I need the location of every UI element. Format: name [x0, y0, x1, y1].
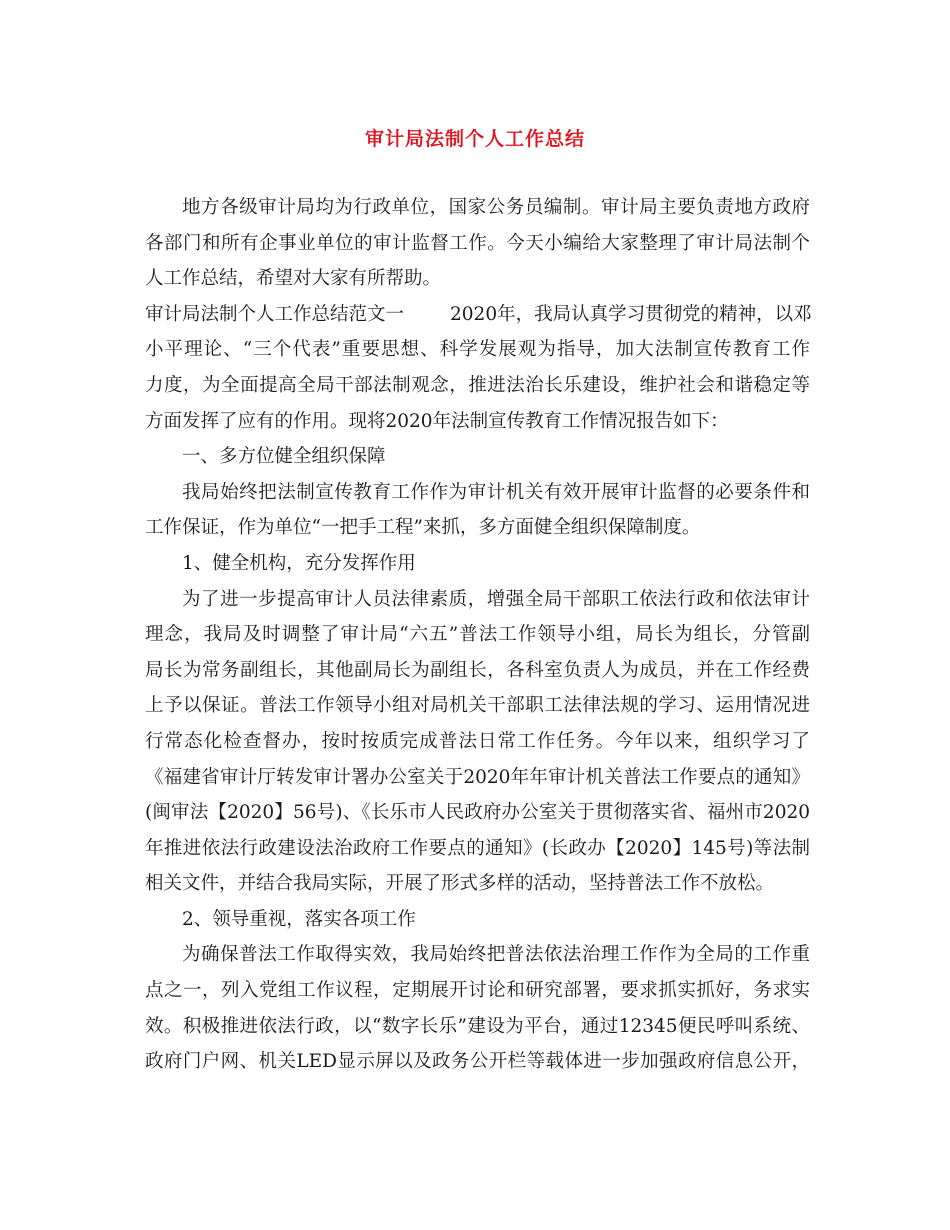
text-line-content: 2、领导重视，落实各项工作: [182, 908, 416, 930]
text-line: [145, 510, 810, 546]
text-line: [145, 831, 810, 867]
text-line-tail: 2020年，我局认真学习贯彻党的精神，以邓: [450, 303, 812, 325]
text-line-content: 年推进依法行政建设法治政府工作要点的通知》(长政办【2020】145号)等法制: [145, 837, 810, 859]
text-line: [145, 688, 810, 724]
text-line-content: 《福建省审计厅转发审计署办公室关于2020年年审计机关普法工作要点的通知》: [145, 766, 810, 788]
text-line-content: 1、健全机构，充分发挥作用: [182, 552, 416, 574]
text-line-content: 地方各级审计局均为行政单位，国家公务员编制。审计局主要负责地方政府: [182, 197, 810, 218]
text-line-content: 人工作总结，希望对大家有所帮助。: [145, 268, 442, 290]
text-line-content: 上予以保证。普法工作领导小组对局机关干部职工法律法规的学习、运用情况进: [145, 695, 810, 717]
text-line-content: 力度，为全面提高全局干部法制观念，推进法治长乐建设，维护社会和谐稳定等: [145, 374, 810, 396]
text-line: [145, 902, 810, 938]
text-line-content: 为了进一步提高审计人员法律素质，增强全局干部职工依法行政和依法审计: [182, 588, 810, 610]
page-title: 审计局法制个人工作总结: [364, 128, 585, 150]
text-line: [145, 261, 810, 297]
text-line: [145, 190, 810, 226]
text-line: [145, 1044, 810, 1080]
text-line-content: 审计局法制个人工作总结范文一: [145, 303, 405, 325]
text-line: [145, 724, 810, 760]
text-line: [145, 332, 810, 368]
text-line: [145, 617, 810, 653]
text-line-content: 各部门和所有企事业单位的审计监督工作。今天小编给大家整理了审计局法制个: [145, 232, 810, 254]
text-line-content: 理念，我局及时调整了审计局“六五”普法工作领导小组，局长为组长，分管副: [145, 624, 810, 646]
text-line: [145, 404, 810, 440]
document-body: [145, 190, 810, 1080]
text-line: [145, 368, 810, 404]
text-line: [145, 546, 810, 582]
text-line-content: 方面发挥了应有的作用。现将2020年法制宣传教育工作情况报告如下：: [145, 410, 729, 432]
text-line-content: 局长为常务副组长，其他副局长为副组长，各科室负责人为成员，并在工作经费: [145, 659, 810, 681]
text-line: [145, 866, 810, 902]
text-line-content: 点之一，列入党组工作议程，定期展开讨论和研究部署，要求抓实抓好，务求实: [145, 980, 810, 1002]
text-line: [145, 653, 810, 689]
text-line-content: 工作保证，作为单位“一把手工程”来抓，多方面健全组织保障制度。: [145, 517, 701, 539]
text-line: [145, 973, 810, 1009]
text-line-content: 相关文件，并结合我局实际，开展了形式多样的活动，坚持普法工作不放松。: [145, 873, 775, 895]
text-line: [145, 760, 810, 796]
text-line-content: 效。积极推进依法行政，以“数字长乐”建设为平台，通过12345便民呼叫系统、: [145, 1015, 810, 1037]
text-line-content: 小平理论、“三个代表”重要思想、科学发展观为指导，加大法制宣传教育工作: [145, 339, 810, 361]
text-line: [145, 795, 810, 831]
text-line-content: 为确保普法工作取得实效，我局始终把普法依法治理工作作为全局的工作重: [182, 944, 810, 966]
text-line-content: 行常态化检查督办，按时按质完成普法日常工作任务。今年以来，组织学习了: [145, 730, 810, 752]
text-line: [145, 1009, 810, 1045]
text-line-content: (闽审法【2020】56号)、《长乐市人民政府办公室关于贯彻落实省、福州市2020: [145, 802, 810, 824]
text-line: [145, 297, 810, 333]
text-line: [145, 582, 810, 618]
text-line: [145, 475, 810, 511]
text-line: [145, 937, 810, 973]
text-line: [145, 439, 810, 475]
text-line: [145, 226, 810, 262]
text-line-content: 政府门户网、机关LED显示屏以及政务公开栏等载体进一步加强政府信息公开，: [145, 1051, 810, 1073]
text-line-content: 我局始终把法制宣传教育工作作为审计机关有效开展审计监督的必要条件和: [182, 481, 810, 503]
text-line-content: 一、多方位健全组织保障: [182, 446, 386, 468]
